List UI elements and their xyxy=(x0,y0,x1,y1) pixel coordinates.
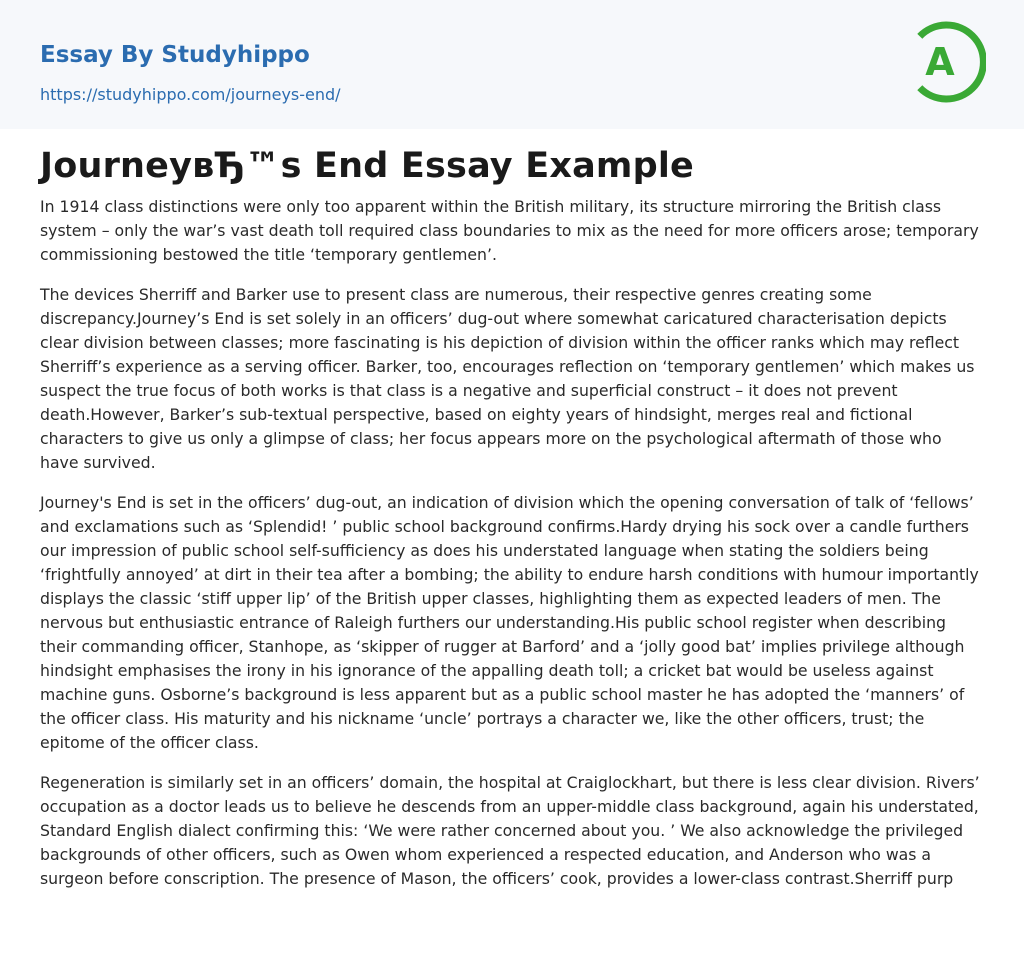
essay-paragraph: Regeneration is similarly set in an officers’ domain, the hospital at Craiglockhart, but there is less clear division. Rivers’ occupation as a doctor leads us to believe he descends from an upper-middle class background, again his understated, Standard English dialect confirming this: ‘We were rather concerned about you. ’ We also acknowledge the privileged backgrounds of other officers, such as Owen whom experienced a respected education, and Anderson who was a surgeon before conscription. The presence of Mason, the officers’ cook, provides a lower-class contrast.Sherriff purp xyxy=(40,773,980,888)
page-title: JourneyвЂ™s End Essay Example xyxy=(40,146,694,186)
essay-body xyxy=(40,195,984,907)
essay-paragraph: In 1914 class distinctions were only too apparent within the British military, its structure mirroring the British class system – only the war’s vast death toll required class boundaries to mix as the need for more officers arose; temporary commissioning bestowed the title ‘temporary gentlemen’. xyxy=(40,197,979,264)
site-brand[interactable]: Essay By Studyhippo xyxy=(40,42,310,68)
logo-letter: A xyxy=(925,40,955,84)
site-header xyxy=(0,0,1024,129)
essay-paragraph: Journey's End is set in the officers’ dug-out, an indication of division which the opening conversation of talk of ‘fellows’ and exclamations such as ‘Splendid! ’ public school background confirms.Hardy drying his sock over a candle furthers our impression of public school self-sufficiency as does his understated language when stating the soldiers being ‘frightfully annoyed’ at dirt in their tea after a bombing; the ability to endure harsh conditions with humour importantly displays the classic ‘stiff upper lip’ of the British upper classes, highlighting them as expected leaders of men. The nervous but enthusiastic entrance of Raleigh furthers our understanding.His public school register when describing their commanding officer, Stanhope, as ‘skipper of rugger at Barford’ and a ‘jolly good bat’ implies privilege although hindsight emphasises the irony in his ignorance of the appalling death toll; a cricket bat would be useless against machine guns. Osborne’s background is less apparent but as a public school master he has adopted the ‘manners’ of the officer class. His maturity and his nickname ‘uncle’ portrays a character we, like the other officers, trust; the epitome of the officer class. xyxy=(40,493,979,752)
essay-paragraph: The devices Sherriff and Barker use to present class are numerous, their respective genres creating some discrepancy.Journey’s End is set solely in an officers’ dug-out where somewhat caricatured characterisation depicts clear division between classes; more fascinating is his depiction of division within the officer ranks which may reflect Sherriff’s experience as a serving officer. Barker, too, encourages reflection on ‘temporary gentlemen’ which makes us suspect the true focus of both works is that class is a negative and superficial construct – it does not prevent death.However, Barker’s sub-textual perspective, based on eighty years of hindsight, merges real and fictional characters to give us only a glimpse of class; her focus appears more on the psychological aftermath of those who have survived. xyxy=(40,285,975,472)
logo-icon[interactable] xyxy=(896,19,986,105)
page-url-link[interactable]: https://studyhippo.com/journeys-end/ xyxy=(40,85,341,104)
